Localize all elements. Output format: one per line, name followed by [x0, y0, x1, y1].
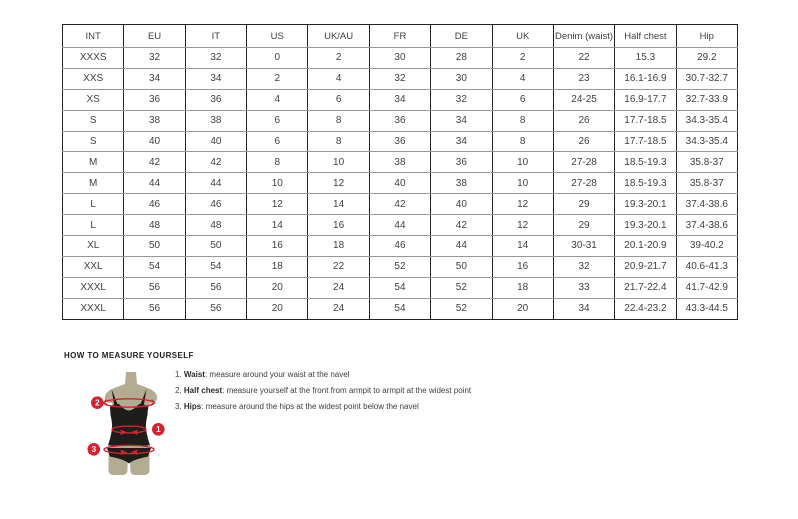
table-row: [63, 89, 738, 110]
size-cell: XXL: [63, 256, 124, 277]
size-cell: 19.3-20.1: [615, 194, 676, 215]
size-cell: 2: [247, 68, 308, 89]
size-cell: 19.3-20.1: [615, 215, 676, 236]
size-cell: 38: [124, 110, 185, 131]
size-cell: 4: [308, 68, 369, 89]
size-cell: XS: [63, 89, 124, 110]
size-cell: 20.1-20.9: [615, 236, 676, 257]
size-cell: 27-28: [553, 152, 614, 173]
size-cell: 18: [247, 256, 308, 277]
badge-number-chest: 2: [95, 398, 100, 408]
size-cell: 44: [124, 173, 185, 194]
size-cell: 35.8-37: [676, 173, 737, 194]
size-cell: 44: [369, 215, 430, 236]
size-cell: 34: [124, 68, 185, 89]
size-cell: 40: [369, 173, 430, 194]
size-cell: 39-40.2: [676, 236, 737, 257]
size-cell: 4: [492, 68, 553, 89]
size-cell: 35.8-37: [676, 152, 737, 173]
size-cell: 30: [369, 48, 430, 69]
size-cell: 29: [553, 194, 614, 215]
size-cell: 48: [185, 215, 246, 236]
size-cell: 38: [431, 173, 492, 194]
table-row: [63, 256, 738, 277]
size-cell: 18.5-19.3: [615, 152, 676, 173]
col-us: US: [247, 25, 308, 48]
size-cell: 12: [492, 215, 553, 236]
size-cell: XXS: [63, 68, 124, 89]
size-cell: 34.3-35.4: [676, 110, 737, 131]
size-cell: 8: [308, 131, 369, 152]
step-label: Half chest: [183, 386, 223, 395]
size-cell: 56: [124, 277, 185, 298]
measure-section-heading: HOW TO MEASURE YOURSELF: [64, 351, 194, 360]
size-table-header: [63, 25, 738, 48]
size-cell: 56: [185, 298, 246, 319]
size-cell: 0: [247, 48, 308, 69]
step-label: Waist: [183, 370, 205, 379]
size-cell: 40: [185, 131, 246, 152]
size-cell: 46: [185, 194, 246, 215]
size-cell: L: [63, 215, 124, 236]
size-conversion-table: [62, 24, 738, 320]
size-cell: M: [63, 152, 124, 173]
size-cell: XXXL: [63, 277, 124, 298]
table-row: [63, 152, 738, 173]
table-row: [63, 215, 738, 236]
measure-step-half-chest: [175, 386, 471, 397]
size-cell: 43.3-44.5: [676, 298, 737, 319]
table-row: [63, 298, 738, 319]
size-cell: 54: [124, 256, 185, 277]
size-cell: 10: [492, 173, 553, 194]
size-cell: 44: [431, 236, 492, 257]
size-cell: 32: [553, 256, 614, 277]
size-cell: 40.6-41.3: [676, 256, 737, 277]
size-cell: 36: [124, 89, 185, 110]
size-cell: 42: [369, 194, 430, 215]
size-cell: 54: [185, 256, 246, 277]
size-cell: 38: [185, 110, 246, 131]
size-cell: 12: [308, 173, 369, 194]
size-cell: 34: [369, 89, 430, 110]
size-cell: 27-28: [553, 173, 614, 194]
step-text: : measure around your waist at the navel: [204, 370, 350, 379]
size-cell: 14: [247, 215, 308, 236]
size-cell: 20.9-21.7: [615, 256, 676, 277]
step-text: : measure yourself at the front from armpit to armpit at the widest point: [222, 386, 472, 395]
table-row: [63, 173, 738, 194]
size-cell: 56: [185, 277, 246, 298]
size-cell: 34: [431, 131, 492, 152]
table-row: [63, 194, 738, 215]
size-cell: 10: [492, 152, 553, 173]
size-cell: 12: [492, 194, 553, 215]
step-number: 3.: [175, 402, 184, 411]
size-table-body: [63, 48, 738, 320]
size-cell: 8: [492, 131, 553, 152]
size-cell: 37.4-38.6: [676, 194, 737, 215]
size-cell: 32: [431, 89, 492, 110]
size-cell: 16.9-17.7: [615, 89, 676, 110]
size-cell: 10: [247, 173, 308, 194]
size-cell: L: [63, 194, 124, 215]
size-cell: 32.7-33.9: [676, 89, 737, 110]
size-cell: 18: [308, 236, 369, 257]
size-cell: 44: [185, 173, 246, 194]
size-cell: 26: [553, 110, 614, 131]
size-cell: 36: [369, 110, 430, 131]
size-cell: 24-25: [553, 89, 614, 110]
size-cell: 15.3: [615, 48, 676, 69]
size-cell: 28: [431, 48, 492, 69]
col-int: INT: [63, 25, 124, 48]
size-cell: 50: [431, 256, 492, 277]
badge-number-waist: 1: [156, 425, 161, 435]
col-uk: UK: [492, 25, 553, 48]
size-cell: 6: [492, 89, 553, 110]
size-cell: 16: [247, 236, 308, 257]
col-hip: Hip: [676, 25, 737, 48]
size-cell: 16: [308, 215, 369, 236]
size-cell: 16.1-16.9: [615, 68, 676, 89]
size-cell: 50: [185, 236, 246, 257]
size-cell: 4: [247, 89, 308, 110]
size-cell: 22: [553, 48, 614, 69]
table-row: [63, 68, 738, 89]
header-row: [63, 25, 738, 48]
size-cell: 46: [369, 236, 430, 257]
size-cell: 54: [369, 298, 430, 319]
size-cell: 34: [553, 298, 614, 319]
size-cell: 30.7-32.7: [676, 68, 737, 89]
size-cell: 32: [369, 68, 430, 89]
size-cell: 32: [185, 48, 246, 69]
size-cell: 36: [431, 152, 492, 173]
size-cell: 20: [492, 298, 553, 319]
size-cell: 41.7-42.9: [676, 277, 737, 298]
table-row: [63, 48, 738, 69]
size-cell: XL: [63, 236, 124, 257]
size-cell: 6: [308, 89, 369, 110]
step-number: 2.: [175, 386, 184, 395]
size-cell: XXXS: [63, 48, 124, 69]
table-row: [63, 131, 738, 152]
col-de: DE: [431, 25, 492, 48]
step-label: Hips: [183, 402, 202, 411]
mannequin-figure: [84, 369, 172, 477]
size-cell: 54: [369, 277, 430, 298]
size-cell: 34: [185, 68, 246, 89]
measure-step-hips: [175, 402, 471, 413]
size-cell: 18: [492, 277, 553, 298]
size-cell: 29: [553, 215, 614, 236]
size-cell: 52: [369, 256, 430, 277]
size-cell: 30: [431, 68, 492, 89]
size-cell: 36: [369, 131, 430, 152]
table-row: [63, 236, 738, 257]
size-cell: XXXL: [63, 298, 124, 319]
size-cell: 8: [247, 152, 308, 173]
size-cell: 16: [492, 256, 553, 277]
step-text: : measure around the hips at the widest point below the navel: [201, 402, 419, 411]
size-cell: 10: [308, 152, 369, 173]
col-fr: FR: [369, 25, 430, 48]
size-cell: 30-31: [553, 236, 614, 257]
size-cell: 32: [124, 48, 185, 69]
size-cell: 38: [369, 152, 430, 173]
col-half-chest: Half chest: [615, 25, 676, 48]
size-cell: M: [63, 173, 124, 194]
size-cell: 36: [185, 89, 246, 110]
size-cell: 24: [308, 298, 369, 319]
size-cell: 14: [492, 236, 553, 257]
size-cell: 50: [124, 236, 185, 257]
size-cell: 42: [124, 152, 185, 173]
size-cell: 14: [308, 194, 369, 215]
mannequin-illustration: [84, 369, 172, 477]
size-cell: 24: [308, 277, 369, 298]
size-cell: 23: [553, 68, 614, 89]
size-cell: 46: [124, 194, 185, 215]
col-it: IT: [185, 25, 246, 48]
size-cell: 48: [124, 215, 185, 236]
size-cell: 6: [247, 110, 308, 131]
col-eu: EU: [124, 25, 185, 48]
measure-step-waist: [175, 370, 471, 381]
size-cell: 37.4-38.6: [676, 215, 737, 236]
table-row: [63, 277, 738, 298]
size-cell: 21.7-22.4: [615, 277, 676, 298]
size-cell: S: [63, 110, 124, 131]
size-cell: 26: [553, 131, 614, 152]
col-ukau: UK/AU: [308, 25, 369, 48]
size-cell: 22: [308, 256, 369, 277]
size-cell: 52: [431, 277, 492, 298]
size-cell: 40: [431, 194, 492, 215]
size-cell: 40: [124, 131, 185, 152]
size-cell: 56: [124, 298, 185, 319]
size-cell: 22.4-23.2: [615, 298, 676, 319]
badge-number-hips: 3: [91, 445, 97, 455]
col-denim-waist: Denim (waist): [553, 25, 614, 48]
size-cell: 17.7-18.5: [615, 131, 676, 152]
size-cell: 2: [492, 48, 553, 69]
size-cell: 17.7-18.5: [615, 110, 676, 131]
size-cell: 2: [308, 48, 369, 69]
step-number: 1.: [175, 370, 184, 379]
size-cell: 18.5-19.3: [615, 173, 676, 194]
size-cell: 42: [431, 215, 492, 236]
size-cell: 20: [247, 298, 308, 319]
size-cell: 52: [431, 298, 492, 319]
size-cell: 33: [553, 277, 614, 298]
size-cell: 20: [247, 277, 308, 298]
measure-instructions: [175, 370, 471, 418]
size-cell: 29.2: [676, 48, 737, 69]
size-cell: 6: [247, 131, 308, 152]
size-cell: 8: [492, 110, 553, 131]
size-cell: 8: [308, 110, 369, 131]
size-cell: S: [63, 131, 124, 152]
table-row: [63, 110, 738, 131]
size-cell: 42: [185, 152, 246, 173]
size-cell: 34.3-35.4: [676, 131, 737, 152]
size-cell: 34: [431, 110, 492, 131]
size-cell: 12: [247, 194, 308, 215]
